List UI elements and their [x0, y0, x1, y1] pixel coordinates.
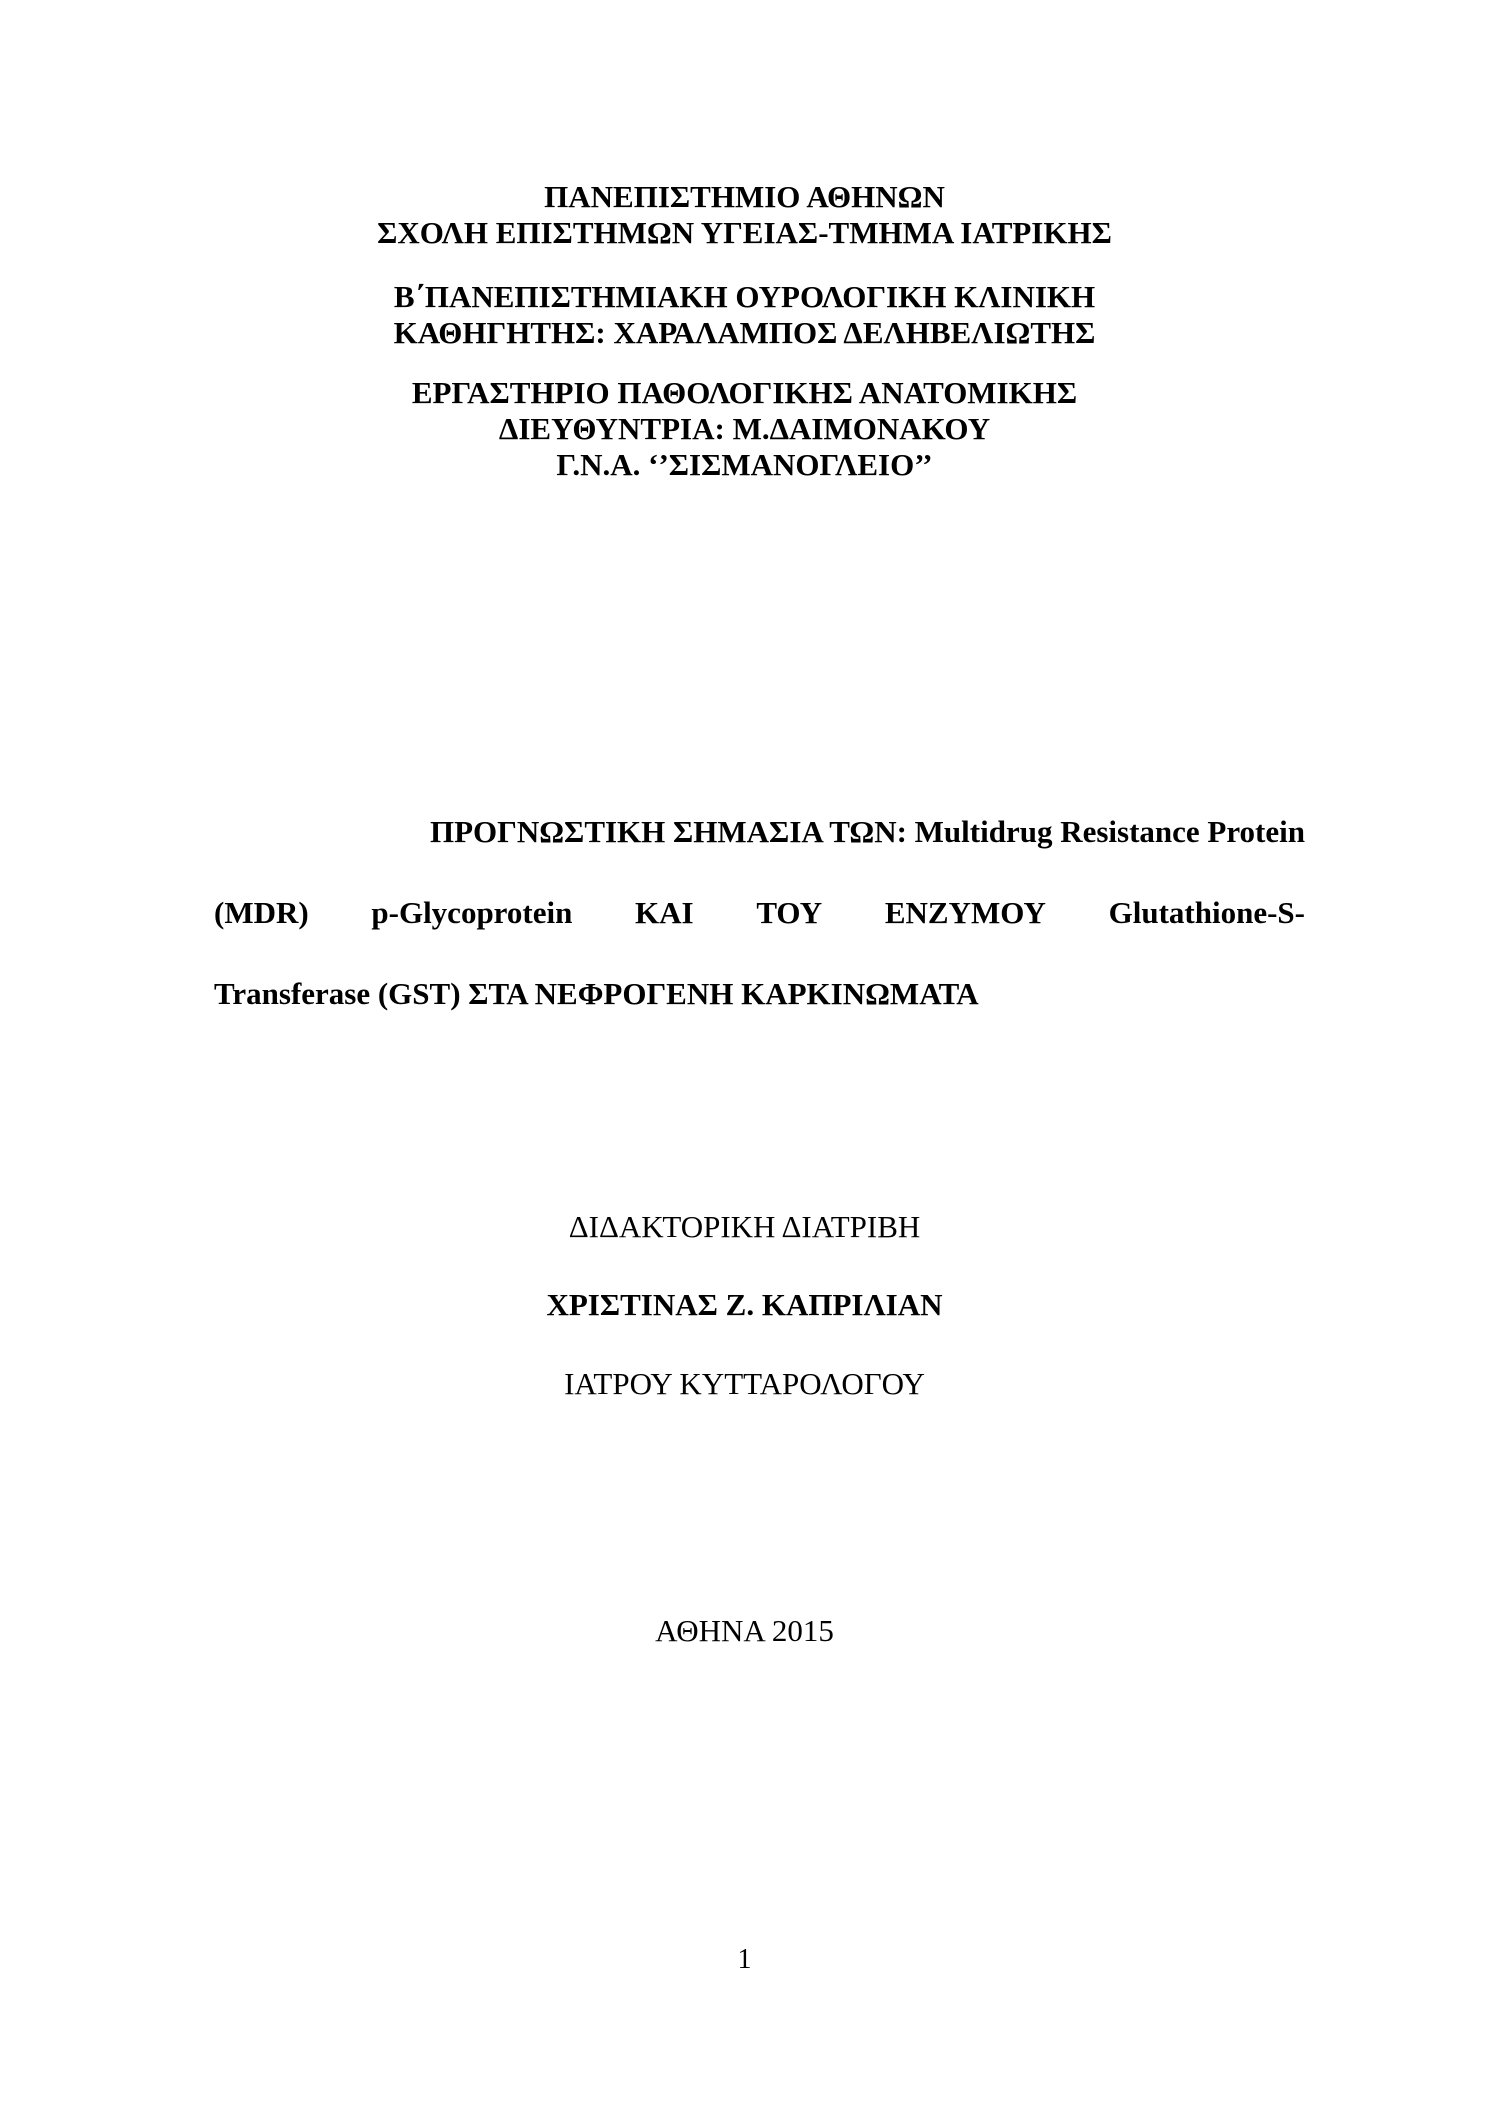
- thesis-title-line-2: [214, 895, 1305, 931]
- laboratory-director: ΔΙΕΥΘΥΝΤΡΙΑ: Μ.ΔΑΙΜΟΝΑΚΟΥ: [498, 411, 991, 446]
- title-word: ΕΝΖΥΜΟΥ: [884, 895, 1046, 930]
- clinic-professor: ΚΑΘΗΓΗΤΗΣ: ΧΑΡΑΛΑΜΠΟΣ ΔΕΛΗΒΕΛΙΩΤΗΣ: [393, 315, 1096, 350]
- university-name: ΠΑΝΕΠΙΣΤΗΜΙΟ ΑΘΗΝΩΝ: [544, 179, 945, 214]
- thesis-type: ΔΙΔΑΚΤΟΡΙΚΗ ΔΙΑΤΡΙΒΗ: [568, 1209, 921, 1244]
- page-number: 1: [737, 1944, 752, 1975]
- thesis-title-line-1: ΠΡΟΓΝΩΣΤΙΚΗ ΣΗΜΑΣΙΑ ΤΩΝ: Multidrug Resistance Protein: [429, 814, 1305, 849]
- title-word: p-Glycoprotein: [371, 895, 573, 930]
- clinic-name: Β΄ΠΑΝΕΠΙΣΤΗΜΙΑΚΗ ΟΥΡΟΛΟΓΙΚΗ ΚΛΙΝΙΚΗ: [393, 279, 1096, 314]
- title-word: Glutathione-S-: [1108, 895, 1305, 930]
- laboratory-header: [0, 375, 1489, 483]
- school-name: ΣΧΟΛΗ ΕΠΙΣΤΗΜΩΝ ΥΓΕΙΑΣ-ΤΜΗΜΑ ΙΑΤΡΙΚΗΣ: [377, 215, 1112, 250]
- hospital-name: Γ.Ν.Α. ‘’ΣΙΣΜΑΝΟΓΛΕΙΟ’’: [556, 447, 933, 482]
- clinic-header: [0, 279, 1489, 351]
- place-year: ΑΘΗΝΑ 2015: [655, 1613, 834, 1648]
- author-name: ΧΡΙΣΤΙΝΑΣ Ζ. ΚΑΠΡΙΛΙΑΝ: [546, 1287, 943, 1322]
- title-word: ΚΑΙ: [635, 895, 694, 930]
- title-word: (MDR): [214, 895, 309, 930]
- thesis-title-line-3: Transferase (GST) ΣΤΑ ΝΕΦΡΟΓΕΝΗ ΚΑΡΚΙΝΩΜΑΤΑ: [214, 976, 979, 1011]
- title-word: ΤΟΥ: [756, 895, 823, 930]
- author-role: ΙΑΤΡΟΥ ΚΥΤΤΑΡΟΛΟΓΟΥ: [564, 1366, 925, 1401]
- university-header: [0, 179, 1489, 251]
- laboratory-name: ΕΡΓΑΣΤΗΡΙΟ ΠΑΘΟΛΟΓΙΚΗΣ ΑΝΑΤΟΜΙΚΗΣ: [411, 375, 1078, 410]
